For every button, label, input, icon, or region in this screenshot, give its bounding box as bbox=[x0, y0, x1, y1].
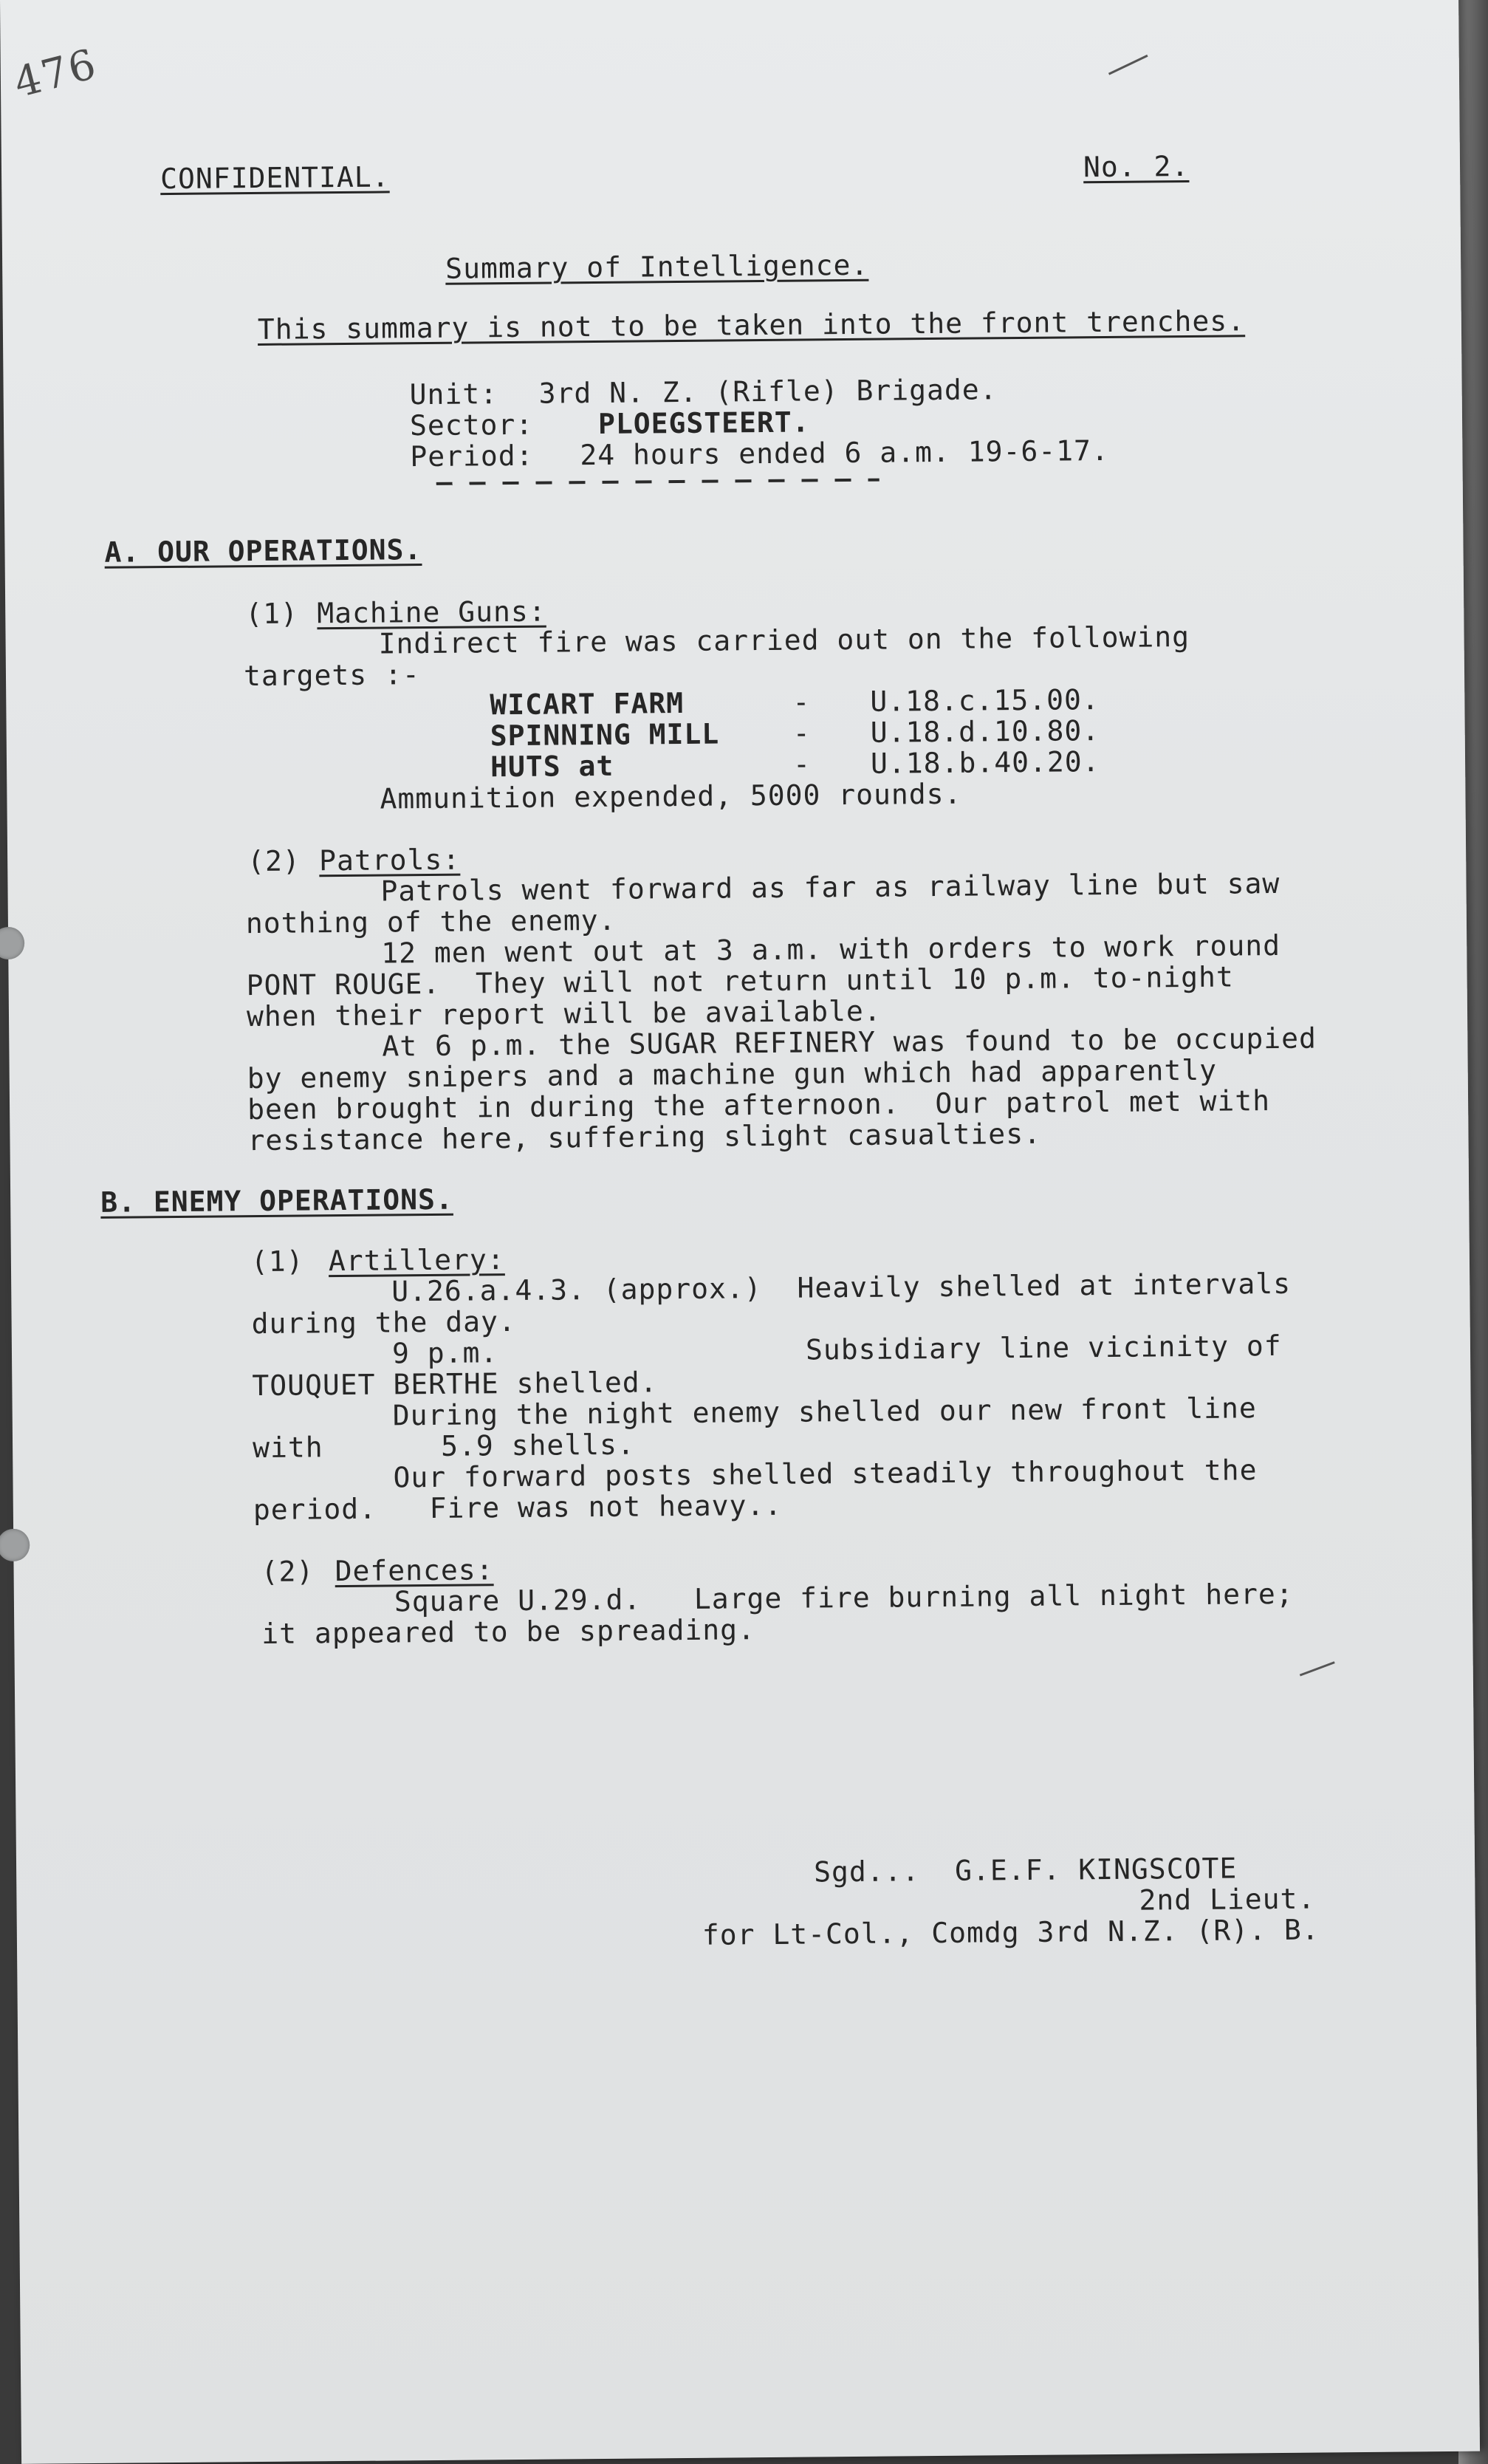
defences-text: it appeared to be spreading. bbox=[261, 1613, 756, 1650]
machine-guns-heading: Machine Guns: bbox=[317, 595, 546, 630]
punch-hole bbox=[0, 927, 24, 959]
classification-label: CONFIDENTIAL. bbox=[160, 160, 390, 196]
period-label: Period: bbox=[410, 439, 534, 473]
artillery-text: 5.9 shells. bbox=[440, 1428, 635, 1462]
unit-label: Unit: bbox=[409, 377, 498, 411]
target-ref: U.18.b.40.20. bbox=[870, 745, 1100, 780]
patrols-text: PONT ROUGE. They will not return until 10 p.m. to-night bbox=[246, 960, 1234, 1002]
signature-for: for Lt-Col., Comdg 3rd N.Z. (R). B. bbox=[702, 1913, 1320, 1951]
artillery-text: during the day. bbox=[251, 1304, 517, 1341]
folio-number: 476 bbox=[9, 40, 103, 108]
document-number: No. 2. bbox=[1083, 149, 1190, 184]
machine-guns-number: (1) bbox=[245, 597, 299, 631]
patrols-text: 12 men went out at 3 a.m. with orders to work round bbox=[381, 928, 1281, 970]
period-value: 24 hours ended 6 a.m. 19-6-17. bbox=[580, 434, 1109, 472]
patrols-text: been brought in during the afternoon. Our patrol met with bbox=[247, 1084, 1271, 1126]
artillery-text: During the night enemy shelled our new front line bbox=[392, 1392, 1257, 1432]
artillery-text: Our forward posts shelled steadily throughout the bbox=[393, 1454, 1258, 1494]
patrols-text: when their report will be available. bbox=[246, 994, 882, 1033]
patrols-text: resistance here, suffering slight casualties. bbox=[247, 1117, 1042, 1157]
machine-guns-intro: targets :- bbox=[243, 658, 420, 693]
pencil-mark bbox=[1300, 1661, 1335, 1676]
patrols-text: by enemy snipers and a machine gun which had apparently bbox=[247, 1053, 1218, 1095]
target-name: WICART FARM bbox=[490, 686, 685, 722]
signature-rank: 2nd Lieut. bbox=[1139, 1882, 1316, 1917]
section-b-heading: B. ENEMY OPERATIONS. bbox=[100, 1183, 453, 1219]
pencil-mark bbox=[1108, 55, 1148, 75]
target-name: HUTS at bbox=[490, 749, 614, 784]
unit-value: 3rd N. Z. (Rifle) Brigade. bbox=[538, 373, 998, 410]
artillery-heading: Artillery: bbox=[328, 1243, 505, 1278]
patrols-text: At 6 p.m. the SUGAR REFINERY was found to be occupied bbox=[382, 1021, 1317, 1063]
artillery-number: (1) bbox=[250, 1245, 304, 1279]
patrols-heading: Patrols: bbox=[318, 843, 461, 877]
distribution-warning: This summary is not to be taken into the front trenches. bbox=[257, 304, 1246, 346]
target-ref: U.18.d.10.80. bbox=[870, 714, 1100, 749]
machine-guns-intro: Indirect fire was carried out on the following bbox=[378, 620, 1190, 660]
sector-label: Sector: bbox=[409, 408, 534, 442]
defences-text: Square U.29.d. Large fire burning all night here; bbox=[394, 1577, 1294, 1618]
artillery-text: with bbox=[252, 1431, 323, 1465]
patrols-number: (2) bbox=[247, 844, 301, 878]
patrols-text: Patrols went forward as far as railway line but saw bbox=[380, 866, 1280, 908]
separator-dashes bbox=[436, 479, 880, 485]
signature-name: Sgd... G.E.F. KINGSCOTE bbox=[813, 1852, 1238, 1889]
artillery-text: TOUQUET BERTHE shelled. bbox=[252, 1366, 658, 1403]
target-ref: U.18.c.15.00. bbox=[870, 683, 1100, 718]
artillery-text: Subsidiary line vicinity of bbox=[805, 1329, 1282, 1366]
document-title: Summary of Intelligence. bbox=[445, 248, 869, 285]
target-name: SPINNING MILL bbox=[490, 717, 720, 753]
artillery-text: 9 p.m. bbox=[391, 1336, 498, 1370]
defences-number: (2) bbox=[261, 1555, 315, 1588]
punch-hole bbox=[0, 1529, 30, 1561]
target-dash: - bbox=[792, 716, 811, 750]
artillery-text: U.26.a.4.3. (approx.) Heavily shelled at intervals bbox=[391, 1267, 1292, 1308]
target-dash: - bbox=[792, 685, 811, 719]
target-dash: - bbox=[792, 747, 812, 781]
section-a-heading: A. OUR OPERATIONS. bbox=[104, 533, 422, 569]
sector-value: PLOEGSTEERT. bbox=[597, 405, 810, 440]
artillery-text: period. Fire was not heavy.. bbox=[253, 1488, 783, 1527]
defences-heading: Defences: bbox=[335, 1553, 494, 1588]
patrols-text: nothing of the enemy. bbox=[245, 903, 617, 940]
ammunition-expended: Ammunition expended, 5000 rounds. bbox=[380, 777, 962, 815]
